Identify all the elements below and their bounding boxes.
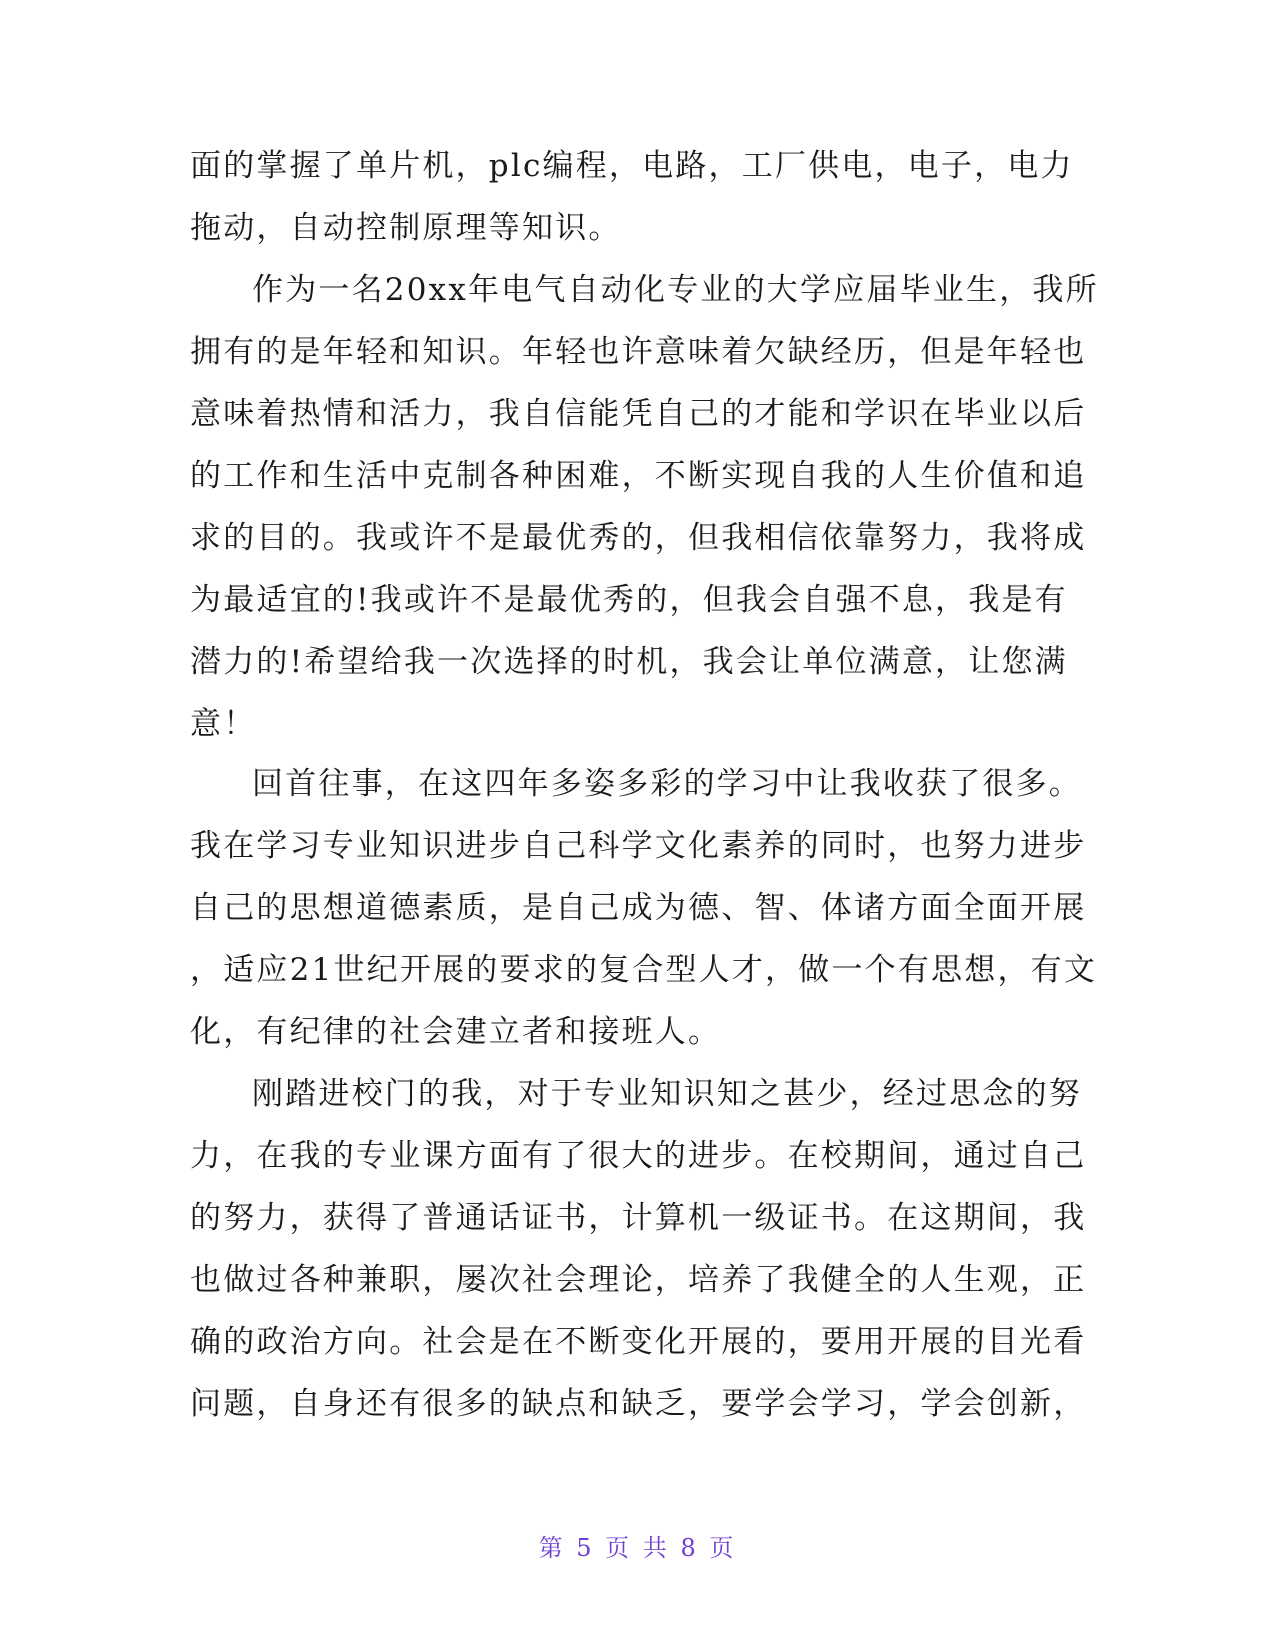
text-line: 意！ <box>190 706 257 742</box>
text-line: 问题，自身还有很多的缺点和缺乏，要学会学习，学会创新， <box>190 1386 1087 1422</box>
paragraph-start-line: 回首往事，在这四年多姿多彩的学习中让我收获了很多。 <box>252 766 1082 802</box>
text-line: 面的掌握了单片机，plc编程，电路，工厂供电，电子，电力 <box>190 148 1074 184</box>
paragraph-start-line: 作为一名20xx年电气自动化专业的大学应届毕业生，我所 <box>252 272 1099 308</box>
text-line: 的工作和生活中克制各种困难，不断实现自我的人生价值和追 <box>190 458 1087 494</box>
page-number-footer: 第 5 页 共 8 页 <box>538 1534 737 1562</box>
text-line: 拥有的是年轻和知识。年轻也许意味着欠缺经历，但是年轻也 <box>190 334 1087 370</box>
text-line: ，适应21世纪开展的要求的复合型人才，做一个有思想，有文 <box>190 952 1098 988</box>
text-line: 的努力，获得了普通话证书，计算机一级证书。在这期间，我 <box>190 1200 1087 1236</box>
paragraph-start-line: 刚踏进校门的我，对于专业知识知之甚少，经过思念的努 <box>252 1076 1082 1112</box>
text-line: 拖动，自动控制原理等知识。 <box>190 210 622 246</box>
text-line: 自己的思想道德素质，是自己成为德、智、体诸方面全面开展 <box>190 890 1087 926</box>
text-line: 也做过各种兼职，屡次社会理论，培养了我健全的人生观，正 <box>190 1262 1087 1298</box>
text-line: 为最适宜的!我或许不是最优秀的，但我会自强不息，我是有 <box>190 582 1068 618</box>
text-line: 潜力的!希望给我一次选择的时机，我会让单位满意，让您满 <box>190 644 1068 680</box>
text-line: 我在学习专业知识进步自己科学文化素养的同时，也努力进步 <box>190 828 1087 864</box>
text-line: 求的目的。我或许不是最优秀的，但我相信依靠努力，我将成 <box>190 520 1087 556</box>
text-line: 确的政治方向。社会是在不断变化开展的，要用开展的目光看 <box>190 1324 1087 1360</box>
text-line: 意味着热情和活力，我自信能凭自己的才能和学识在毕业以后 <box>190 396 1087 432</box>
text-line: 化，有纪律的社会建立者和接班人。 <box>190 1014 722 1050</box>
text-line: 力，在我的专业课方面有了很大的进步。在校期间，通过自己 <box>190 1138 1087 1174</box>
